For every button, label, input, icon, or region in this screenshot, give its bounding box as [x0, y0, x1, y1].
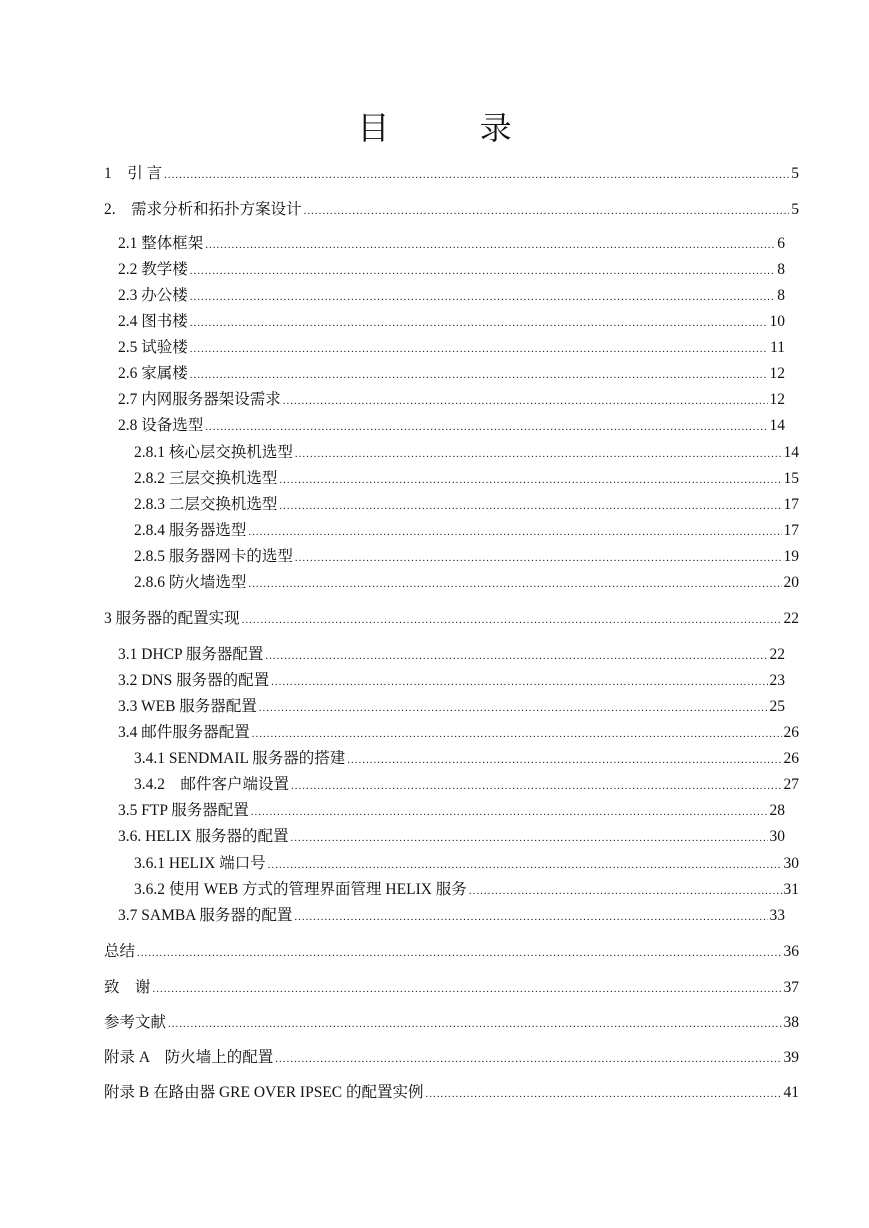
toc-entry-page-number: 22 — [783, 610, 799, 627]
toc-entry — [118, 283, 785, 305]
toc-entry-label: 3.6. HELIX 服务器的配置 — [118, 828, 289, 845]
toc-entry-page-number: 10 — [769, 313, 785, 330]
toc-dot-leader — [291, 780, 781, 792]
toc-entry-page-number: 12 — [769, 391, 785, 408]
toc-dot-leader — [137, 947, 781, 959]
toc-entry-label: 3.2 DNS 服务器的配置 — [118, 672, 270, 689]
toc-dot-leader — [205, 239, 775, 251]
toc-entry-label: 3.4 邮件服务器配置 — [118, 724, 250, 741]
toc-dot-leader — [347, 754, 781, 766]
toc-entry — [118, 668, 785, 690]
toc-dot-leader — [164, 169, 789, 181]
toc-entry-page-number: 36 — [783, 943, 799, 960]
toc-entry — [104, 1010, 799, 1032]
toc-dot-leader — [295, 448, 782, 460]
toc-entry-label: 2.6 家属楼 — [118, 365, 188, 382]
toc-entry-page-number: 37 — [783, 979, 799, 996]
toc-entry-page-number: 30 — [783, 855, 799, 872]
toc-entry — [118, 642, 785, 664]
toc-entry — [104, 1080, 799, 1102]
toc-entry-page-number: 8 — [777, 261, 785, 278]
toc-entry-label: 附录 A 防火墙上的配置 — [104, 1049, 274, 1066]
toc-entry-label: 致 谢 — [104, 979, 151, 996]
toc-entry-label: 2.8.3 二层交换机选型 — [134, 496, 278, 513]
toc-entry-page-number: 11 — [770, 339, 785, 356]
toc-entry-label: 2.7 内网服务器架设需求 — [118, 391, 281, 408]
toc-entry-label: 3.6.1 HELIX 端口号 — [134, 855, 266, 872]
toc-entry-page-number: 27 — [783, 776, 799, 793]
toc-entry-label: 2.1 整体框架 — [118, 235, 204, 252]
toc-dot-leader — [153, 983, 782, 995]
toc-entry-page-number: 23 — [769, 672, 785, 689]
toc-entry-label: 3 服务器的配置实现 — [104, 610, 240, 627]
toc-dot-leader — [291, 832, 768, 844]
toc-dot-leader — [271, 676, 767, 688]
toc-entry-page-number: 12 — [769, 365, 785, 382]
toc-entry — [134, 492, 799, 514]
toc-dot-leader — [279, 474, 781, 486]
toc-entry — [118, 231, 785, 253]
toc-entry-label: 2. 需求分析和拓扑方案设计 — [104, 201, 302, 218]
toc-entry-page-number: 25 — [769, 698, 785, 715]
toc-entry-page-number: 15 — [783, 470, 799, 487]
toc-entry-page-number: 26 — [783, 750, 799, 767]
toc-entry — [134, 772, 799, 794]
toc-entry-label: 参考文献 — [104, 1014, 167, 1031]
toc-entry-page-number: 41 — [783, 1084, 799, 1101]
toc-dot-leader — [190, 343, 768, 355]
toc-dot-leader — [252, 728, 782, 740]
toc-entry — [134, 466, 799, 488]
toc-dot-leader — [251, 806, 768, 818]
toc-dot-leader — [265, 650, 767, 662]
toc-entry-page-number: 33 — [769, 907, 785, 924]
toc-entry — [104, 975, 799, 997]
toc-dot-leader — [279, 500, 781, 512]
toc-dot-leader — [275, 1053, 781, 1065]
toc-entry-page-number: 20 — [783, 574, 799, 591]
toc-entry — [118, 413, 785, 435]
toc-entry-label: 2.8.5 服务器网卡的选型 — [134, 548, 293, 565]
toc-entry — [134, 570, 799, 592]
toc-entry-label: 2.4 图书楼 — [118, 313, 188, 330]
toc-dot-leader — [469, 885, 782, 897]
toc-dot-leader — [248, 526, 781, 538]
toc-entry-page-number: 14 — [769, 417, 785, 434]
toc-entry-label: 2.8.6 防火墙选型 — [134, 574, 247, 591]
toc-entry — [134, 440, 799, 462]
toc-entry-label: 3.4.2 邮件客户端设置 — [134, 776, 290, 793]
toc-entry — [118, 387, 785, 409]
toc-entry — [118, 798, 785, 820]
toc-entry-page-number: 39 — [783, 1049, 799, 1066]
toc-dot-leader — [168, 1018, 781, 1030]
toc-entry — [134, 851, 799, 873]
toc-entry-page-number: 8 — [777, 287, 785, 304]
toc-entry — [104, 161, 799, 183]
toc-dot-leader — [248, 578, 781, 590]
toc-entry-label: 2.5 试验楼 — [118, 339, 188, 356]
toc-entry — [134, 877, 799, 899]
toc-entry-label: 2.8.2 三层交换机选型 — [134, 470, 278, 487]
toc-entry-label: 2.3 办公楼 — [118, 287, 188, 304]
toc-entry — [118, 257, 785, 279]
toc-entry-label: 1 引 言 — [104, 165, 163, 182]
toc-dot-leader — [259, 702, 768, 714]
toc-dot-leader — [304, 205, 790, 217]
toc-entry-label: 3.6.2 使用 WEB 方式的管理界面管理 HELIX 服务 — [134, 881, 467, 898]
toc-entry — [118, 361, 785, 383]
toc-entry-label: 2.8 设备选型 — [118, 417, 204, 434]
toc-entry-page-number: 28 — [769, 802, 785, 819]
toc-entry — [134, 544, 799, 566]
toc-dot-leader — [190, 291, 775, 303]
toc-entry-page-number: 30 — [769, 828, 785, 845]
toc-dot-leader — [205, 421, 767, 433]
toc-entry-label: 附录 B 在路由器 GRE OVER IPSEC 的配置实例 — [104, 1084, 424, 1101]
toc-entry-label: 3.4.1 SENDMAIL 服务器的搭建 — [134, 750, 346, 767]
toc-entry-page-number: 5 — [791, 165, 799, 182]
toc-entry — [118, 309, 785, 331]
toc-entry-label: 2.8.4 服务器选型 — [134, 522, 247, 539]
toc-entry — [118, 335, 785, 357]
toc-entry — [104, 197, 799, 219]
toc-dot-leader — [190, 369, 768, 381]
toc-entry-page-number: 22 — [769, 646, 785, 663]
toc-dot-leader — [426, 1088, 782, 1100]
toc-entry-page-number: 38 — [783, 1014, 799, 1031]
toc-entry — [118, 824, 785, 846]
toc-entry — [118, 903, 785, 925]
toc-dot-leader — [268, 859, 782, 871]
toc-entry-label: 3.1 DHCP 服务器配置 — [118, 646, 264, 663]
toc-entry-page-number: 31 — [783, 881, 799, 898]
toc-dot-leader — [283, 395, 768, 407]
toc-dot-leader — [295, 552, 782, 564]
toc-entry-page-number: 17 — [783, 496, 799, 513]
toc-entry-label: 3.7 SAMBA 服务器的配置 — [118, 907, 293, 924]
toc-entry-label: 2.2 教学楼 — [118, 261, 188, 278]
toc-entry-page-number: 5 — [791, 201, 799, 218]
toc-entry-label: 3.3 WEB 服务器配置 — [118, 698, 257, 715]
toc-entry-page-number: 14 — [783, 444, 799, 461]
toc-entry-page-number: 19 — [783, 548, 799, 565]
toc-entry — [104, 606, 799, 628]
page-title: 目 录 — [357, 109, 552, 147]
toc-entry-label: 3.5 FTP 服务器配置 — [118, 802, 249, 819]
toc-entry-label: 总结 — [104, 943, 136, 960]
toc-entry-page-number: 17 — [783, 522, 799, 539]
toc-entry — [118, 694, 785, 716]
toc-entry — [104, 939, 799, 961]
toc-entry-page-number: 26 — [783, 724, 799, 741]
toc-entry — [104, 1045, 799, 1067]
toc-entry — [134, 518, 799, 540]
toc-entry — [134, 746, 799, 768]
toc-dot-leader — [294, 911, 767, 923]
toc-dot-leader — [190, 317, 768, 329]
toc-entry-label: 2.8.1 核心层交换机选型 — [134, 444, 293, 461]
toc-dot-leader — [242, 614, 782, 626]
toc-entry-page-number: 6 — [777, 235, 785, 252]
toc-dot-leader — [190, 265, 775, 277]
toc-entry — [118, 720, 799, 742]
